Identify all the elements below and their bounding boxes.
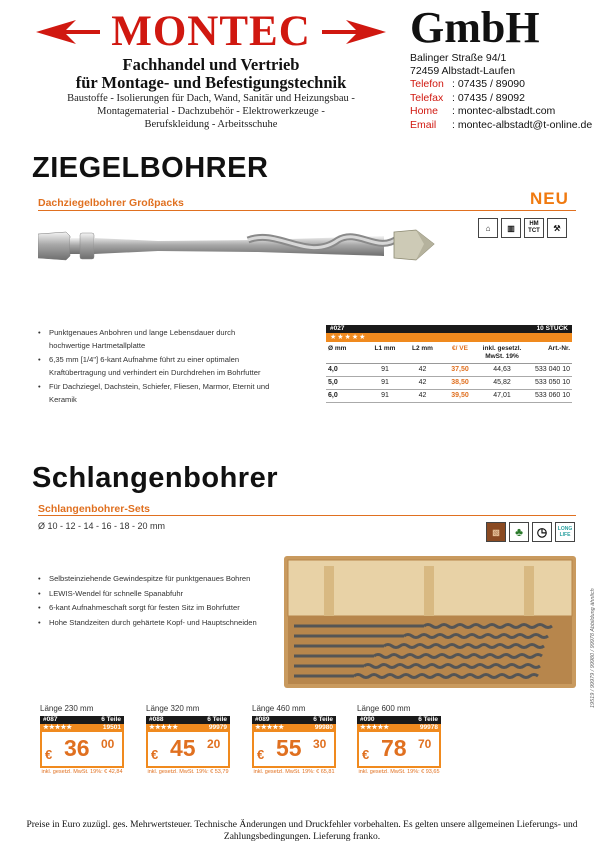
list-item: • Hohe Standzeiten durch gehärtete Kopf- und Hauptschneiden	[38, 617, 274, 630]
feature-list-schlangen	[38, 573, 274, 631]
list-item: • Punktgenaues Anbohren und lange Lebensdauer durch hochwertige Hartmetallplatte	[38, 327, 274, 352]
right-arrow-icon	[322, 20, 386, 44]
table-header-bar: #027 10 STÜCK	[326, 325, 572, 333]
price-box-460: #089 6 Teile ★★★★★ 99980 € 55 30 inkl. gesetzl. MwSt. 19%: € 65,81	[253, 716, 335, 775]
price-box-320: #088 6 Teile ★★★★★ 99979 € 45 20 inkl. gesetzl. MwSt. 19%: € 53,79	[147, 716, 229, 775]
house-icon: ⌂	[478, 218, 498, 238]
table-row: 4,0 91 42 37,50 44,63 533 040 10	[326, 364, 572, 377]
street: Balinger Straße 94/1	[410, 52, 507, 64]
clock-icon: ◷	[532, 522, 552, 542]
tagline-2: für Montage- und Befestigungstechnik	[75, 73, 347, 92]
rating-stars: ★★★★★	[326, 333, 572, 342]
long-life-icon: LONG LIFE	[555, 522, 575, 542]
section-subtitle-schlangen: Schlangenbohrer-Sets	[38, 503, 151, 515]
set-length-320: Länge 320 mm	[146, 704, 200, 713]
auger-bit-set-wooden-box-image	[284, 556, 576, 688]
set-length-460: Länge 460 mm	[252, 704, 306, 713]
table-row: 6,0 91 42 39,50 47,01 533 060 10	[326, 390, 572, 403]
contact-email[interactable]: Email : montec-albstadt@t-online.de	[410, 118, 593, 131]
list-item: • 6,35 mm [1/4"] 6-kant Aufnahme führt zu einer optimalen Kraftübertragung und verhindert ein Durchdrehen im Bohrfutter	[38, 354, 274, 379]
table-row: 5,0 91 42 38,50 45,82 533 050 10	[326, 377, 572, 390]
feature-list-ziegel	[38, 327, 274, 408]
description-3: Berufskleidung - Arbeitsschuhe	[144, 119, 278, 130]
section-divider	[38, 210, 576, 211]
contact-home[interactable]: Home : montec-albstadt.com	[410, 105, 556, 117]
company-suffix: GmbH	[410, 3, 540, 52]
city: 72459 Albstadt-Laufen	[410, 65, 516, 77]
list-item: • LEWIS-Wendel für schnelle Spanabfuhr	[38, 588, 274, 601]
description-2: Montagematerial - Dachzubehör - Elektrowerkzeuge -	[97, 106, 325, 117]
price-table-ziegel	[326, 325, 572, 403]
image-side-note: 19519 / 99979 / 99980 / 99978 Abbildung ähnlich	[590, 588, 596, 708]
set-length-600: Länge 600 mm	[357, 704, 411, 713]
list-item: • 6-kant Aufnahmeschaft sorgt für festen Sitz im Bohrfutter	[38, 602, 274, 615]
roof-tile-drill-bit-image	[38, 222, 438, 270]
footer-note: Preise in Euro zuzügl. ges. Mehrwertsteuer. Technische Änderungen und Druckfehler vorbehalten. Es gelten unsere allgemeinen Lieferungs- und Zahlungsbedingungen. Lieferung franko.	[26, 820, 578, 842]
drill-machine-icon: ⚒	[547, 218, 567, 238]
description-1: Baustoffe - Isolierungen für Dach, Wand, Sanitär und Heizungsbau -	[67, 93, 355, 104]
feature-icons-schlangen	[486, 522, 575, 542]
logo	[30, 8, 392, 56]
company-header	[30, 8, 392, 131]
set-length-230: Länge 230 mm	[40, 704, 94, 713]
company-name: MONTEC	[111, 8, 311, 55]
price-box-600: #090 6 Teile ★★★★★ 99978 € 78 70 inkl. gesetzl. MwSt. 19%: € 93,65	[358, 716, 440, 775]
left-arrow-icon	[36, 20, 100, 44]
feature-icons-ziegel	[478, 218, 567, 238]
new-badge: NEU	[530, 189, 569, 208]
list-item: • Selbsteinziehende Gewindespitze für punktgenaues Bohren	[38, 573, 274, 586]
section-title-schlangenbohrer: Schlangenbohrer	[32, 462, 278, 494]
contact-fax: Telefax : 07435 / 89092	[410, 91, 525, 104]
diameter-list: Ø 10 - 12 - 14 - 16 - 18 - 20 mm	[38, 521, 166, 531]
tagline-1: Fachhandel und Vertrieb	[122, 55, 300, 74]
section-divider	[38, 515, 576, 516]
section-subtitle-ziegel: Dachziegelbohrer Großpacks	[38, 197, 184, 209]
tile-icon: ▥	[501, 218, 521, 238]
wood-icon: ▧	[486, 522, 506, 542]
contact-phone: Telefon : 07435 / 89090	[410, 78, 525, 90]
price-box-230: #087 6 Teile ★★★★★ 19501 € 36 00 inkl. gesetzl. MwSt. 19%: € 42,84	[41, 716, 123, 775]
hm-tct-icon: HM TCT	[524, 218, 544, 238]
company-contact	[410, 4, 600, 132]
section-title-ziegelbohrer: ZIEGELBOHRER	[32, 152, 269, 184]
palm-icon: ♣	[509, 522, 529, 542]
table-column-headers: Ø mm L1 mm L2 mm €/ VE inkl. gesetzl. MwSt. 19% Art.-Nr.	[326, 342, 572, 364]
list-item: • Für Dachziegel, Dachstein, Schiefer, Fliesen, Marmor, Eternit und Keramik	[38, 381, 274, 406]
